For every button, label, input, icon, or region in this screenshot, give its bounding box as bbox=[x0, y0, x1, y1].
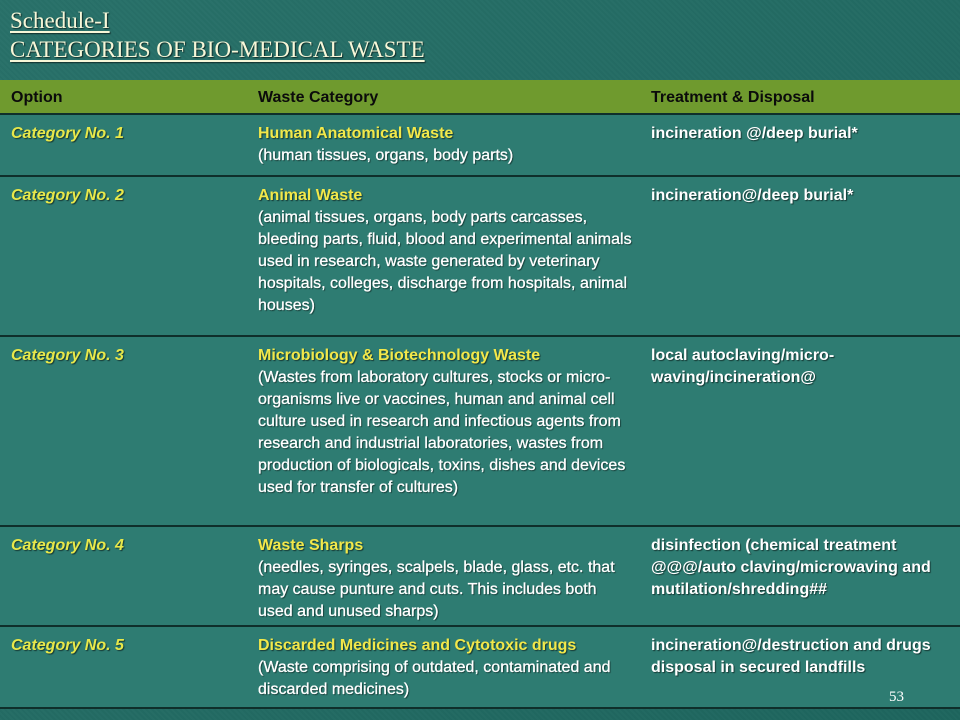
title-line-categories: CATEGORIES OF BIO-MEDICAL WASTE bbox=[10, 37, 425, 62]
waste-name: Waste Sharps bbox=[258, 537, 364, 554]
waste-description: (animal tissues, organs, body parts carcasses, bleeding parts, fluid, blood and experimental animals used in research, waste generated by veterinary hospitals, colleges, discharge from hospitals, animal houses) bbox=[258, 209, 632, 314]
table-row bbox=[0, 114, 960, 176]
waste-description: (Wastes from laboratory cultures, stocks or micro-organisms live or vaccines, human and animal cell culture used in research and infectious agents from research and industrial laboratories, wastes from production of biologicals, toxins, dishes and devices used for transfer of cultures) bbox=[258, 369, 626, 496]
table-row bbox=[0, 526, 960, 626]
waste-description: (human tissues, organs, body parts) bbox=[258, 147, 514, 164]
header-treatment: Treatment & Disposal bbox=[640, 80, 960, 114]
waste-description: (needles, syringes, scalpels, blade, glass, etc. that may cause punture and cuts. This includes both used and unused sharps) bbox=[258, 559, 615, 620]
treatment-cell: incineration @/deep burial* bbox=[640, 114, 960, 176]
option-cell: Category No. 4 bbox=[0, 526, 247, 626]
option-cell: Category No. 2 bbox=[0, 176, 247, 336]
waste-category-cell bbox=[247, 626, 640, 708]
option-cell: Category No. 1 bbox=[0, 114, 247, 176]
waste-name: Discarded Medicines and Cytotoxic drugs bbox=[258, 637, 577, 654]
waste-category-cell bbox=[247, 526, 640, 626]
waste-category-cell bbox=[247, 176, 640, 336]
option-cell: Category No. 3 bbox=[0, 336, 247, 526]
table-row bbox=[0, 626, 960, 708]
header-waste-category: Waste Category bbox=[247, 80, 640, 114]
waste-name: Microbiology & Biotechnology Waste bbox=[258, 347, 541, 364]
waste-category-cell bbox=[247, 114, 640, 176]
table-row bbox=[0, 336, 960, 526]
treatment-cell: disinfection (chemical treatment @@@/auto claving/microwaving and mutilation/shredding## bbox=[640, 526, 960, 626]
waste-categories-table bbox=[0, 80, 960, 709]
option-cell: Category No. 5 bbox=[0, 626, 247, 708]
treatment-cell: local autoclaving/micro-waving/incineration@ bbox=[640, 336, 960, 526]
table-header-row bbox=[0, 80, 960, 114]
table-row bbox=[0, 176, 960, 336]
waste-description: (Waste comprising of outdated, contaminated and discarded medicines) bbox=[258, 659, 611, 698]
treatment-cell: incineration@/destruction and drugs disposal in secured landfills bbox=[640, 626, 960, 708]
page-number: 53 bbox=[889, 689, 904, 705]
waste-name: Human Anatomical Waste bbox=[258, 125, 454, 142]
slide-title bbox=[10, 6, 425, 64]
waste-category-cell bbox=[247, 336, 640, 526]
header-option: Option bbox=[0, 80, 247, 114]
title-line-schedule: Schedule-I bbox=[10, 8, 110, 33]
treatment-cell: incineration@/deep burial* bbox=[640, 176, 960, 336]
waste-name: Animal Waste bbox=[258, 187, 363, 204]
